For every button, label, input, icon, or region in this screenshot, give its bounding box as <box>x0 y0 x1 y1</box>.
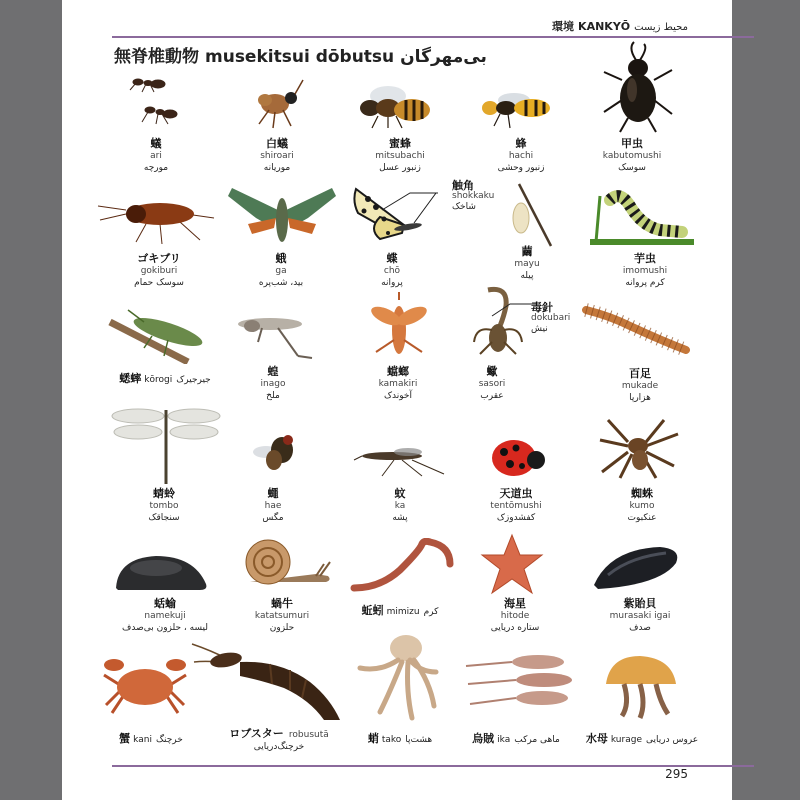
mantis-illustration <box>364 290 434 362</box>
label-tombo: 蜻蛉 tombo سنجاقک <box>148 487 180 523</box>
centipede-illustration <box>580 296 692 356</box>
label-cho: 蝶 chō پروانه <box>381 252 403 288</box>
cricket-illustration <box>108 302 210 364</box>
label-gokiburi: ゴキブリ gokiburi سوسک حمام <box>134 252 184 288</box>
termite-illustration <box>243 70 313 132</box>
label-hae: 蠅 hae مگس <box>262 487 284 523</box>
callout-shokkaku: 触角 shokkaku شاخک <box>452 179 495 212</box>
locust-illustration <box>232 312 314 362</box>
label-mayu: 繭 mayu پیله <box>514 245 540 281</box>
lobster-illustration <box>190 640 354 724</box>
mosquito-illustration <box>352 440 448 480</box>
shokkaku-callout-line <box>380 185 440 215</box>
snail-illustration <box>230 538 334 590</box>
label-kabutomushi: 甲虫 kabutomushi سوسک <box>602 137 662 173</box>
cocoon-illustration <box>505 182 555 248</box>
spider-illustration <box>598 416 680 480</box>
header-rule <box>112 36 754 38</box>
label-murasaki-igai: 紫貽貝 murasaki igai صدف <box>609 597 671 633</box>
page-title: 無脊椎動物 musekitsui dōbutsu بی‌مهرگان <box>114 47 487 67</box>
label-inago: 蝗 inago ملخ <box>260 365 286 401</box>
label-ga: 蛾 ga بید، شب‌پره <box>258 252 304 288</box>
callout-dokubari: 毒針 dokubari نیش <box>531 301 571 334</box>
beetle-illustration <box>598 40 678 135</box>
crab-illustration <box>100 655 190 717</box>
label-ari: 蟻 ari مورچه <box>143 137 169 173</box>
label-mukade: 百足 mukade هزارپا <box>621 367 659 403</box>
ant-illustration <box>118 70 188 132</box>
earthworm-illustration <box>350 538 454 594</box>
wasp-illustration <box>478 86 563 130</box>
caterpillar-illustration <box>590 186 695 248</box>
mussel-illustration <box>590 545 682 593</box>
label-kurage: 水母 kurage عروس دریایی <box>585 732 699 745</box>
label-tako: 蛸 tako هشت‌پا <box>367 732 433 745</box>
ladybird-illustration <box>488 434 548 478</box>
label-kumo: 蜘蛛 kumo عنکبوت <box>627 487 657 523</box>
honeybee-illustration <box>348 78 443 130</box>
label-katatsumuri: 蝸牛 katatsumuri حلزون <box>254 597 310 633</box>
label-kamakiri: 蟷螂 kamakiri آخوندک <box>378 365 418 401</box>
label-mimizu: 蚯蚓 mimizu کرم <box>361 604 439 617</box>
label-sasori: 蠍 sasori عقرب <box>478 365 506 401</box>
label-tentomushi: 天道虫 tentōmushi کفشدوزک <box>490 487 542 523</box>
label-imomushi: 芋虫 imomushi کرم پروانه <box>622 252 668 288</box>
label-mitsubachi: 蜜蜂 mitsubachi زنبور عسل <box>375 137 425 173</box>
label-ika: 烏賊 ika ماهی مرکب <box>472 732 560 745</box>
octopus-illustration <box>350 632 440 724</box>
fly-illustration <box>250 430 300 480</box>
dragonfly-illustration <box>110 404 222 486</box>
label-hachi: 蜂 hachi زنبور وحشی <box>497 137 545 173</box>
slug-illustration <box>112 550 210 592</box>
footer-rule <box>112 765 754 767</box>
label-robusuta: ロブスター robusutā خرچنگ‌دریایی <box>229 727 329 752</box>
section-label: 環境 KANKYŌ محیط زیست <box>552 20 688 33</box>
label-namekuji: 蛞蝓 namekuji لیسه ، حلزون بی‌صدف <box>122 597 208 633</box>
label-shiroari: 白蟻 shiroari موریانه <box>260 137 294 173</box>
jellyfish-illustration <box>600 654 684 720</box>
label-korogi: 蟋蟀 kōrogi جیرجیرک <box>119 372 211 385</box>
starfish-illustration <box>480 533 544 595</box>
page-number: 295 <box>665 767 688 781</box>
cockroach-illustration <box>96 188 218 248</box>
squid-illustration <box>460 650 578 712</box>
label-ka: 蚊 ka پشه <box>392 487 408 523</box>
label-hitode: 海星 hitode ستاره دریایی <box>490 597 540 633</box>
moth-illustration <box>226 182 338 246</box>
label-kani: 蟹 kani خرچنگ <box>119 732 183 745</box>
